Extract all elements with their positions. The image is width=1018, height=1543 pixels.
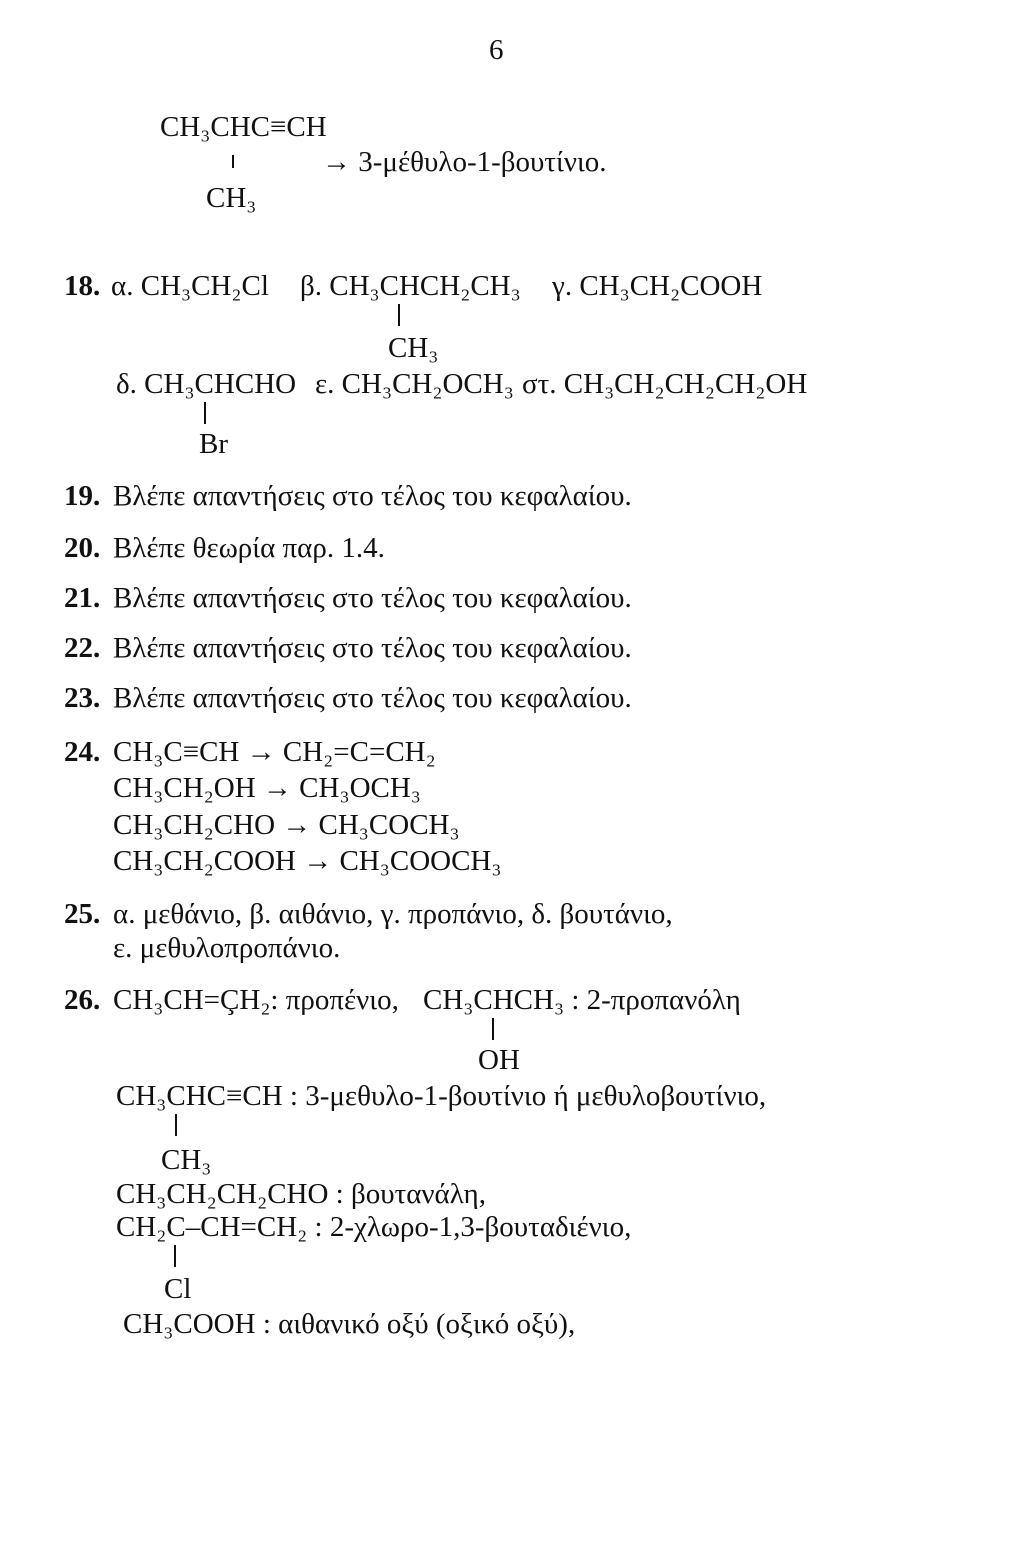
answer-18d-branch: Br [199,428,228,460]
question-number-25: 25. [64,898,101,930]
question-number-24: 24. [64,736,101,768]
question-number-18: 18. [64,270,101,302]
intro-branch: CH₃ [206,182,257,214]
answer-18a: α. CH₃CH₂Cl [111,270,269,302]
answer-26-butanal: CH₃CH₂CH₂CHO : βουτανάλη, [116,1178,486,1210]
answer-24-line: CH₃CH₂COOH → CH₃COOCH₃ [113,845,502,877]
page-number: 6 [489,34,504,66]
bond-line [204,402,206,424]
answer-26-acetic: CH₃COOH : αιθανικό οξύ (οξικό οξύ), [123,1308,576,1340]
answer-22: Βλέπε απαντήσεις στο τέλος του κεφαλαίου. [113,632,632,664]
answer-19: Βλέπε απαντήσεις στο τέλος του κεφαλαίου. [113,480,632,512]
answer-26-chlorobutadiene-branch: Cl [164,1273,192,1305]
intro-formula: CH₃CHC≡CH [160,111,327,143]
answer-18d: δ. CH₃CHCHO [116,368,297,400]
bond-line [175,1114,177,1136]
answer-25-line1: α. μεθάνιο, β. αιθάνιο, γ. προπάνιο, δ. βουτάνιο, [113,898,673,930]
question-number-22: 22. [64,632,101,664]
bond-line [492,1018,494,1040]
answer-26-butyne-branch: CH₃ [161,1144,212,1176]
bond-line [174,1245,176,1267]
answer-25-line2: ε. μεθυλοπροπάνιο. [113,932,341,964]
answer-26-propene: CH₃CH=ÇH₂: προπένιο, [113,984,399,1016]
bond-line [232,155,234,168]
answer-23: Βλέπε απαντήσεις στο τέλος του κεφαλαίου. [113,682,632,714]
answer-18b-branch: CH₃ [388,332,439,364]
question-number-19: 19. [64,480,101,512]
answer-21: Βλέπε απαντήσεις στο τέλος του κεφαλαίου. [113,582,632,614]
answer-26-butyne: CH₃CHC≡CH : 3-μεθυλο-1-βουτίνιο ή μεθυλοβουτίνιο, [116,1080,767,1112]
answer-24-line: CH₃CH₂OH → CH₃OCH₃ [113,772,421,804]
intro-name: → 3-μέθυλο-1-βουτίνιο. [322,146,607,178]
answer-24-line: CH₃CH₂CHO → CH₃COCH₃ [113,809,460,841]
answer-26-propanol-branch: OH [478,1044,520,1076]
question-number-23: 23. [64,682,101,714]
question-number-26: 26. [64,984,101,1016]
bond-line [398,304,400,326]
answer-18c: γ. CH₃CH₂COOH [552,270,763,302]
answer-20: Βλέπε θεωρία παρ. 1.4. [113,532,385,564]
answer-18st: στ. CH₃CH₂CH₂CH₂OH [522,368,808,400]
answer-26-chlorobutadiene: CH₂C–CH=CH₂ : 2-χλωρο-1,3-βουταδιένιο, [116,1211,632,1243]
answer-18e: ε. CH₃CH₂OCH₃ [315,368,514,400]
answer-26-propanol: CH₃CHCH₃ : 2-προπανόλη [423,984,741,1016]
question-number-20: 20. [64,532,101,564]
question-number-21: 21. [64,582,101,614]
answer-18b: β. CH₃CHCH₂CH₃ [300,270,521,302]
answer-24-line: CH₃C≡CH → CH₂=C=CH₂ [113,736,436,768]
